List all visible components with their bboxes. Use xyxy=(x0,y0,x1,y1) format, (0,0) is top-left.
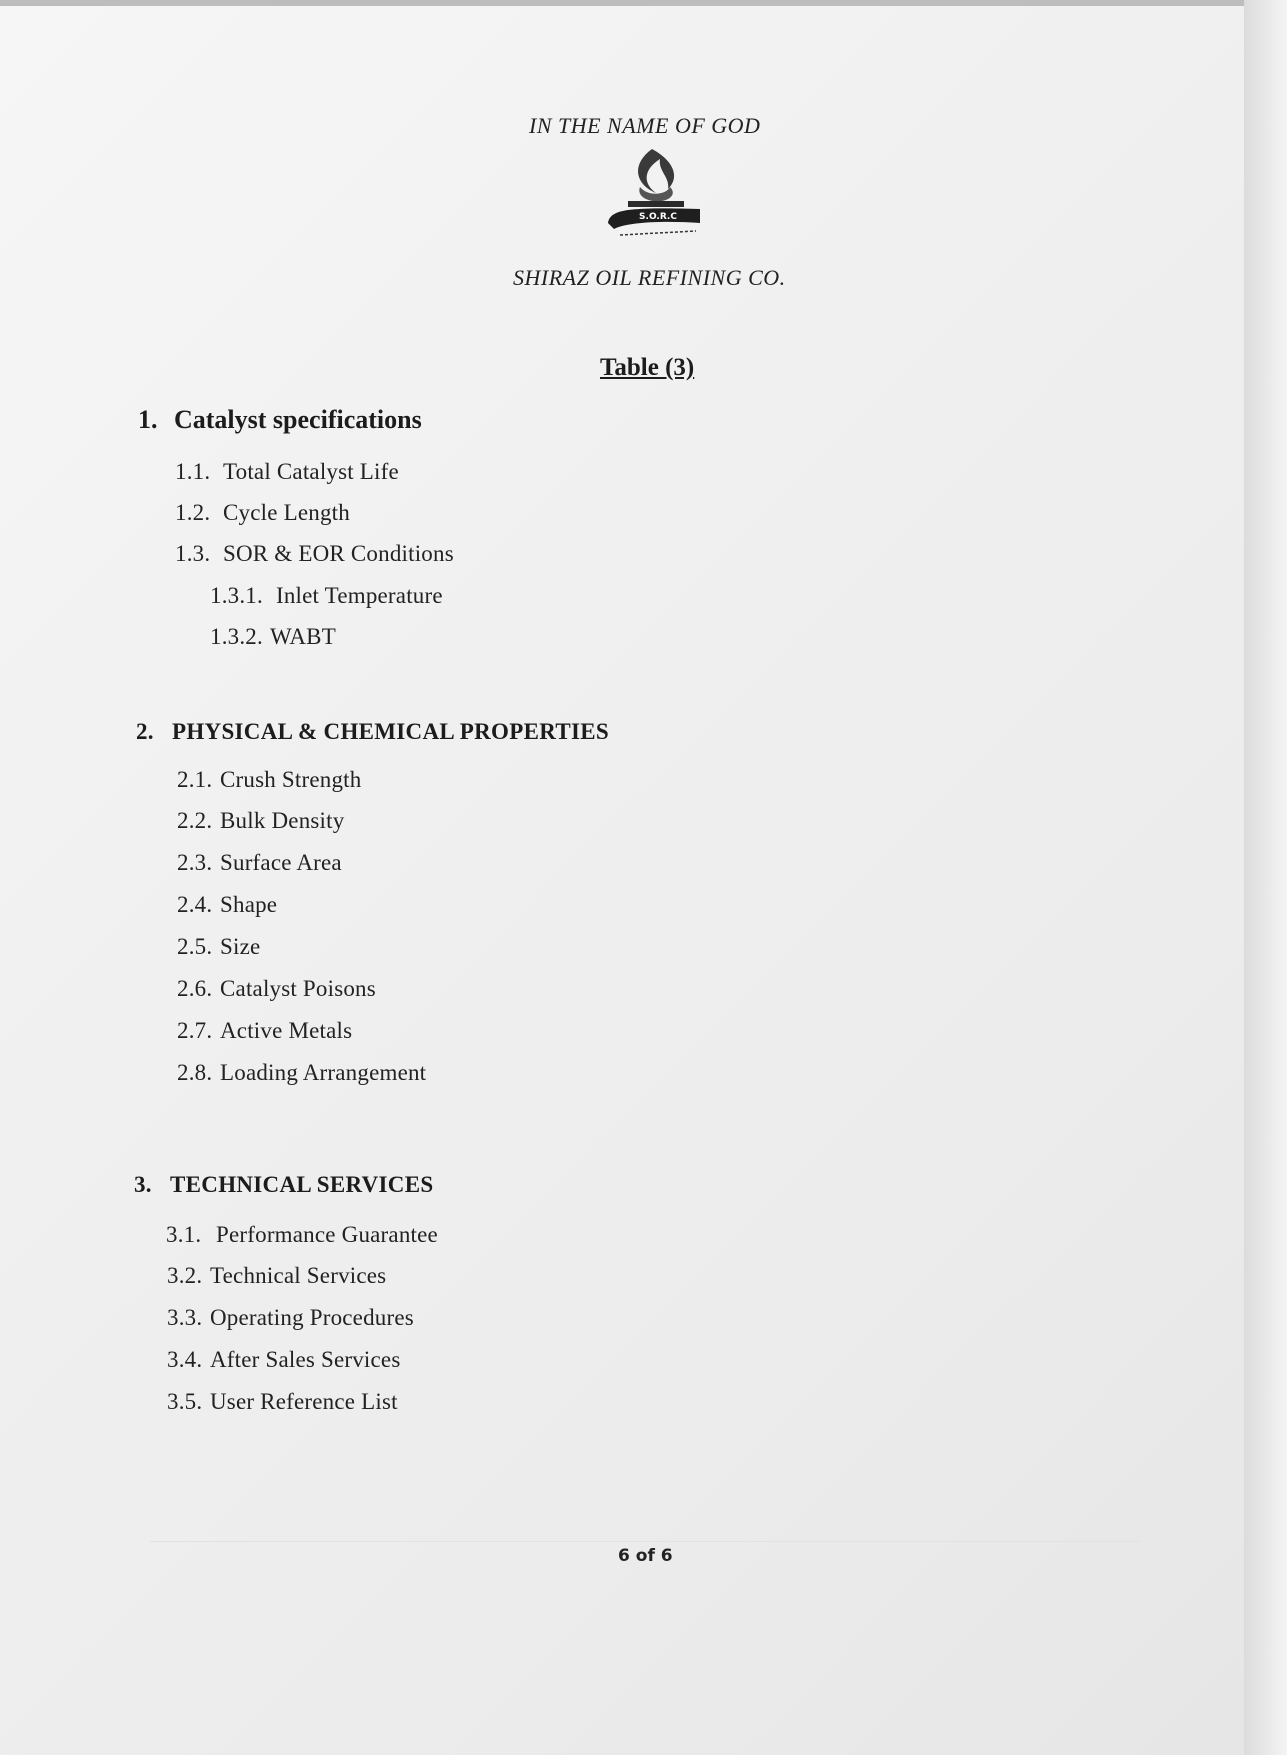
list-item xyxy=(167,1347,401,1373)
header-invocation: IN THE NAME OF GOD xyxy=(529,113,761,138)
table-title: Table (3) xyxy=(600,354,695,381)
item-label: User Reference List xyxy=(210,1389,398,1414)
item-label: Active Metals xyxy=(220,1018,353,1043)
list-item xyxy=(167,1389,398,1415)
item-number: 2.2. xyxy=(177,808,213,833)
item-label: SOR & EOR Conditions xyxy=(223,541,454,566)
list-item xyxy=(210,624,336,650)
item-label: Total Catalyst Life xyxy=(223,459,399,484)
list-item xyxy=(167,1305,414,1331)
section-1-heading xyxy=(138,405,422,435)
company-logo xyxy=(600,143,710,248)
section-number: 1. xyxy=(138,405,158,434)
list-item xyxy=(177,767,361,793)
list-item xyxy=(175,541,454,567)
company-name: SHIRAZ OIL REFINING CO. xyxy=(513,265,786,290)
item-label: WABT xyxy=(270,624,336,649)
page-total: 6 xyxy=(660,1546,673,1566)
item-number: 3.2. xyxy=(167,1263,203,1288)
item-number: 1.1. xyxy=(175,459,211,484)
item-label: Bulk Density xyxy=(220,808,345,833)
list-item xyxy=(167,1263,386,1289)
list-item xyxy=(177,1060,426,1086)
item-number: 2.1. xyxy=(177,767,213,792)
item-number: 1.3. xyxy=(175,541,211,566)
item-number: 3.4. xyxy=(167,1347,203,1372)
item-label: Cycle Length xyxy=(223,500,350,525)
item-number: 3.5. xyxy=(167,1389,203,1414)
item-label: Performance Guarantee xyxy=(216,1222,438,1247)
list-item xyxy=(177,892,277,918)
item-label: Size xyxy=(220,934,261,959)
item-number: 1.3.2. xyxy=(210,624,263,649)
item-number: 2.8. xyxy=(177,1060,213,1085)
section-3-heading xyxy=(134,1172,433,1198)
item-number: 3.3. xyxy=(167,1305,203,1330)
item-label: Shape xyxy=(220,892,278,917)
scan-right-edge xyxy=(1244,0,1287,1755)
list-item xyxy=(210,583,443,609)
list-item xyxy=(175,500,350,526)
item-number: 3.1. xyxy=(166,1222,202,1247)
item-number: 2.5. xyxy=(177,934,213,959)
item-number: 1.3.1. xyxy=(210,583,263,608)
section-2-heading xyxy=(136,719,609,745)
item-label: Loading Arrangement xyxy=(220,1060,427,1085)
list-item xyxy=(166,1222,438,1248)
item-number: 1.2. xyxy=(175,500,211,525)
logo-abbreviation: S.O.R.C xyxy=(639,212,677,222)
item-label: Crush Strength xyxy=(220,767,362,792)
item-number: 2.6. xyxy=(177,976,213,1001)
list-item xyxy=(177,808,344,834)
list-item xyxy=(177,1018,352,1044)
list-item xyxy=(177,934,260,960)
list-item xyxy=(175,459,399,485)
item-label: After Sales Services xyxy=(210,1347,401,1372)
item-label: Surface Area xyxy=(220,850,342,875)
section-title: PHYSICAL & CHEMICAL PROPERTIES xyxy=(172,719,609,744)
section-number: 2. xyxy=(136,719,154,744)
item-label: Catalyst Poisons xyxy=(220,976,376,1001)
section-title: TECHNICAL SERVICES xyxy=(170,1172,434,1197)
footer-rule xyxy=(150,1541,1140,1542)
item-label: Inlet Temperature xyxy=(276,583,443,608)
item-label: Technical Services xyxy=(210,1263,387,1288)
item-number: 2.7. xyxy=(177,1018,213,1043)
page-of: of xyxy=(635,1546,655,1566)
section-number: 3. xyxy=(134,1172,152,1197)
section-title: Catalyst specifications xyxy=(174,405,422,434)
list-item xyxy=(177,976,376,1002)
item-label: Operating Procedures xyxy=(210,1305,414,1330)
page-number xyxy=(618,1546,673,1566)
item-number: 2.3. xyxy=(177,850,213,875)
item-number: 2.4. xyxy=(177,892,213,917)
page-current: 6 xyxy=(618,1546,630,1566)
list-item xyxy=(177,850,342,876)
